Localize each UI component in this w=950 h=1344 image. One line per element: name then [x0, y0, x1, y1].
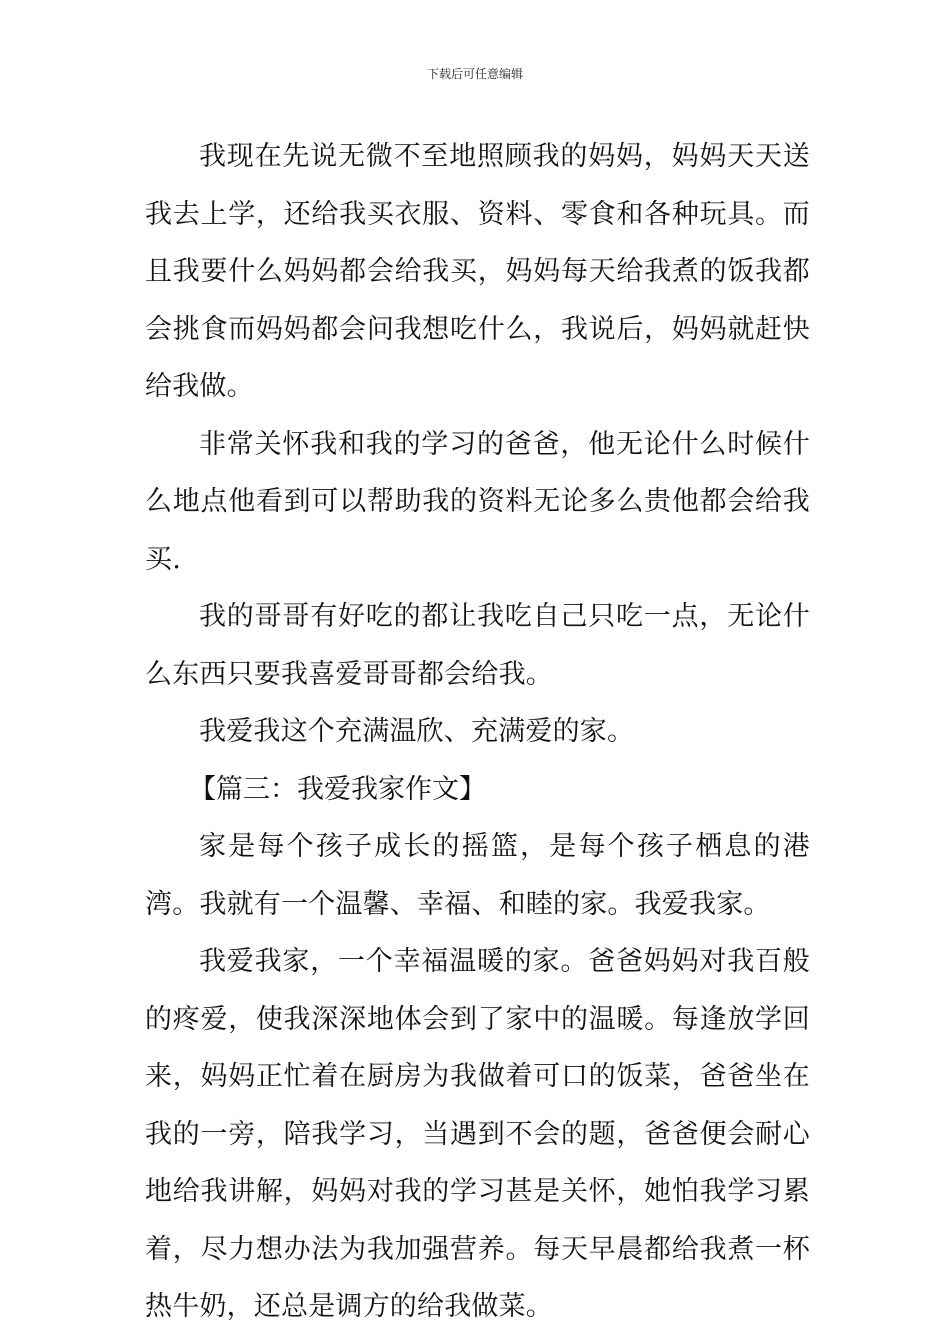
section-heading: 【篇三：我爱我家作文】: [189, 773, 486, 805]
paragraph-love-home: 我爱我这个充满温欣、充满爱的家。: [199, 716, 635, 747]
page-header: 下载后可任意编辑: [426, 67, 523, 81]
paragraph-father: 非常关怀我和我的学习的爸爸，他无论什么时候什么地点他看到可以帮助我的资料无论多么贵他都会给我买.: [145, 428, 810, 575]
section-paragraph-body: 我爱我家，一个幸福温暖的家。爸爸妈妈对我百般的疼爱，使我深深地体会到了家中的温暖。每逢放学回来，妈妈正忙着在厨房为我做着可口的饭菜，爸爸坐在我的一旁，陪我学习，当遇到不会的题，爸爸便会耐心地给我讲解，妈妈对我的学习甚是关怀，她怕我学习累着，尽力想办法为我加强营养。每天早晨都给我煮一杯热牛奶，还总是调方的给我做菜。: [145, 946, 810, 1322]
paragraph-brother: 我的哥哥有好吃的都让我吃自己只吃一点，无论什么东西只要我喜爱哥哥都会给我。: [145, 601, 810, 690]
paragraph-mother: 我现在先说无微不至地照顾我的妈妈，妈妈天天送我去上学，还给我买衣服、资料、零食和各种玩具。而且我要什么妈妈都会给我买，妈妈每天给我煮的饭我都会挑食而妈妈都会问我想吃什么，我说后，妈妈就赶快给我做。: [145, 141, 810, 402]
section-paragraph-intro: 家是每个孩子成长的摇篮，是每个孩子栖息的港湾。我就有一个温馨、幸福、和睦的家。我爱我家。: [145, 831, 810, 920]
document-body: [145, 128, 810, 1336]
